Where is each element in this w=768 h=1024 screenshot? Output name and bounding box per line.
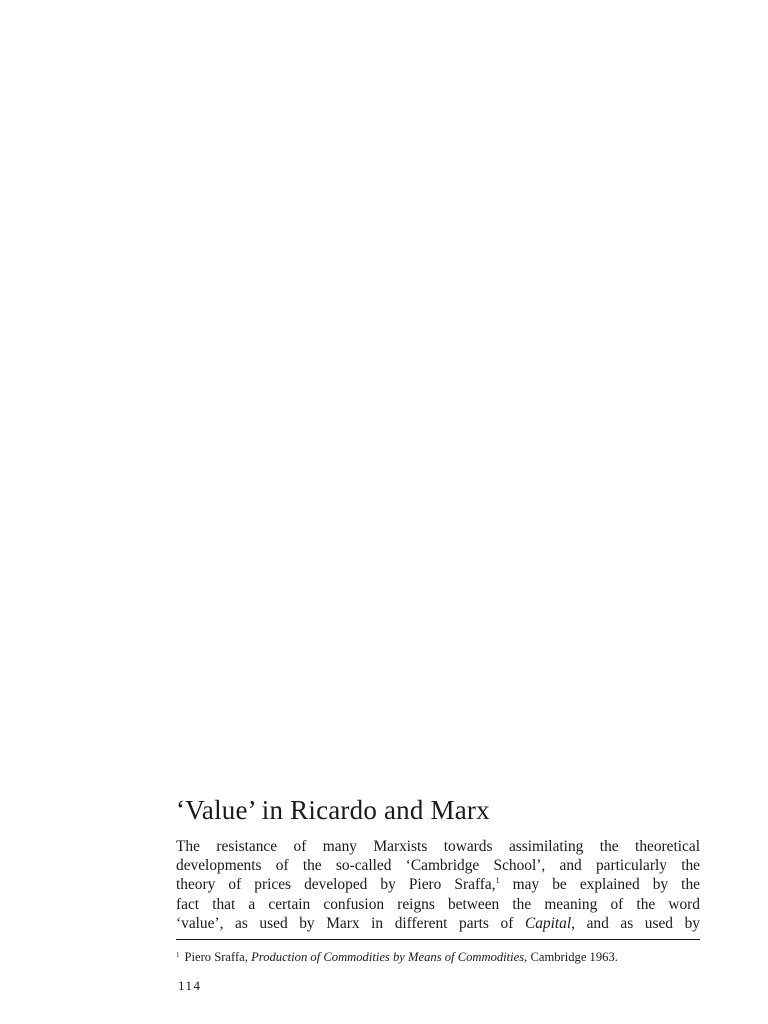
article-title: ‘Value’ in Ricardo and Marx — [176, 795, 490, 825]
body-text-segment: theory of prices developed by Piero Sraffa, — [176, 876, 496, 894]
body-line: developments of the so-called ‘Cambridge School’, and particularly the — [176, 857, 700, 875]
footnote-reference[interactable]: 1 — [495, 876, 500, 886]
body-paragraph — [176, 837, 700, 933]
footnote-marker: 1 — [176, 951, 180, 959]
body-line: fact that a certain confusion reigns between the meaning of the word — [176, 895, 700, 913]
body-text-segment: , and as used by — [571, 914, 700, 932]
book-title-italic: Capital — [524, 914, 572, 932]
footnote-work-title: Production of Commodities by Means of Commodities — [251, 950, 525, 964]
footnote — [176, 947, 700, 965]
footnote-divider — [176, 939, 700, 940]
footnote-publication: , Cambridge 1963. — [524, 950, 618, 964]
body-text-segment: ‘value’, as used by Marx in different parts of — [176, 914, 525, 932]
footnote-author: Piero Sraffa, — [184, 950, 252, 964]
body-text-segment: may be explained by the — [499, 876, 700, 894]
body-line — [176, 914, 700, 933]
body-line — [176, 875, 700, 894]
page-number: 114 — [178, 978, 202, 993]
body-line: The resistance of many Marxists towards assimilating the theoretical — [176, 838, 700, 855]
